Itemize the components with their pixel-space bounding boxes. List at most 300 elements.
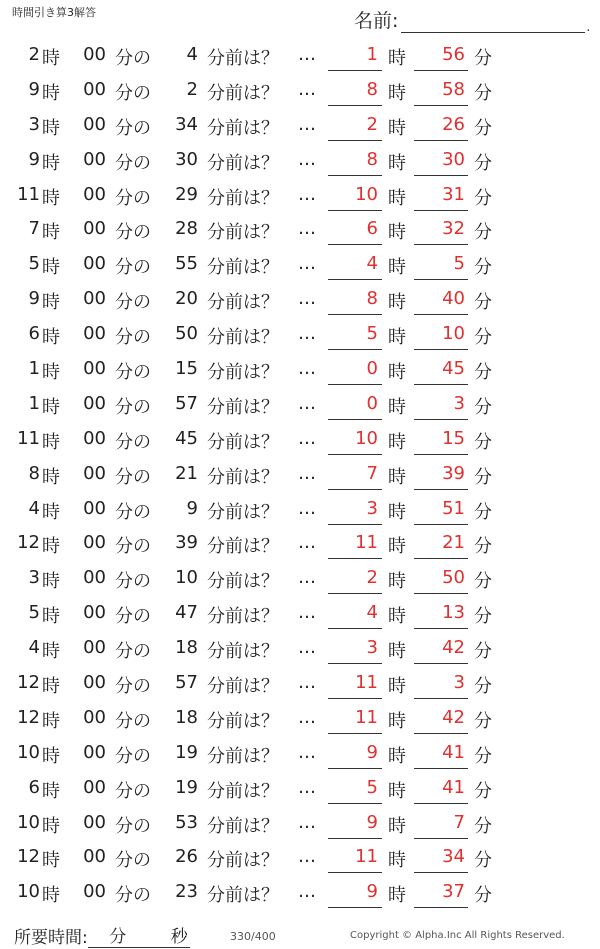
- answer-minute-underline: [414, 733, 468, 734]
- minute-of-label: 分の: [115, 117, 151, 139]
- answer-hour-unit: 時: [388, 327, 406, 349]
- hour-unit: 時: [42, 815, 60, 837]
- name-end-dot: .: [586, 20, 591, 34]
- answer-hour: 11: [355, 672, 378, 694]
- question-minute: 00: [83, 706, 106, 728]
- hour-unit: 時: [42, 257, 60, 279]
- answer-minute-underline: [414, 558, 468, 559]
- ellipsis: …: [298, 427, 316, 449]
- question-row: [0, 807, 600, 842]
- ellipsis: …: [298, 113, 316, 135]
- question-hour: 10: [17, 881, 40, 903]
- answer-hour-unit: 時: [388, 676, 406, 698]
- ellipsis: …: [298, 392, 316, 414]
- hour-unit: 時: [42, 396, 60, 418]
- question-minute: 00: [83, 497, 106, 519]
- answer-minute-unit: 分: [474, 780, 492, 802]
- question-minute: 00: [83, 532, 106, 554]
- question-minute: 00: [83, 741, 106, 763]
- minute-of-label: 分の: [115, 710, 151, 732]
- answer-hour-unit: 時: [388, 815, 406, 837]
- question-hour: 7: [28, 218, 40, 240]
- ellipsis: …: [298, 706, 316, 728]
- answer-minute-underline: [414, 872, 468, 873]
- minute-of-label: 分の: [115, 815, 151, 837]
- minutes-before-question: 分前は？: [207, 501, 279, 523]
- answer-hour-unit: 時: [388, 82, 406, 104]
- answer-minute-underline: [414, 907, 468, 908]
- question-row: [0, 527, 600, 562]
- answer-minute-unit: 分: [474, 466, 492, 488]
- minutes-blank: [88, 922, 148, 948]
- answer-minute: 21: [442, 532, 465, 554]
- answer-minute-underline: [414, 419, 468, 420]
- question-hour: 10: [17, 741, 40, 763]
- question-row: [0, 318, 600, 353]
- minute-of-label: 分の: [115, 501, 151, 523]
- answer-minute-unit: 分: [474, 152, 492, 174]
- answer-minute: 42: [442, 706, 465, 728]
- minute-of-label: 分の: [115, 780, 151, 802]
- hour-unit: 時: [42, 82, 60, 104]
- hour-unit: 時: [42, 780, 60, 802]
- question-hour: 6: [28, 776, 40, 798]
- minutes-before: 47: [175, 602, 198, 624]
- answer-hour-underline: [328, 140, 382, 141]
- minute-of-label: 分の: [115, 641, 151, 663]
- worksheet-title: 時間引き算3解答: [12, 6, 96, 19]
- ellipsis: …: [298, 78, 316, 100]
- minutes-before: 10: [175, 567, 198, 589]
- minutes-before: 2: [186, 78, 198, 100]
- answer-minute: 41: [442, 741, 465, 763]
- answer-hour-unit: 時: [388, 780, 406, 802]
- question-minute: 00: [83, 218, 106, 240]
- answer-hour-unit: 時: [388, 466, 406, 488]
- answer-hour-underline: [328, 384, 382, 385]
- question-row: [0, 702, 600, 737]
- minutes-before-question: 分前は？: [207, 222, 279, 244]
- question-row: [0, 667, 600, 702]
- minutes-before-question: 分前は？: [207, 815, 279, 837]
- question-row: [0, 144, 600, 179]
- question-minute: 00: [83, 672, 106, 694]
- question-row: [0, 562, 600, 597]
- question-minute: 00: [83, 567, 106, 589]
- answer-minute-unit: 分: [474, 396, 492, 418]
- ellipsis: …: [298, 672, 316, 694]
- question-hour: 8: [28, 462, 40, 484]
- question-hour: 1: [28, 392, 40, 414]
- ellipsis: …: [298, 148, 316, 170]
- minutes-before-question: 分前は？: [207, 780, 279, 802]
- answer-minute-underline: [414, 244, 468, 245]
- minutes-before: 57: [175, 672, 198, 694]
- minutes-before-question: 分前は？: [207, 187, 279, 209]
- minutes-before: 23: [175, 881, 198, 903]
- minute-of-label: 分の: [115, 292, 151, 314]
- minutes-before-question: 分前は？: [207, 885, 279, 907]
- answer-minute-unit: 分: [474, 745, 492, 767]
- answer-minute-unit: 分: [474, 292, 492, 314]
- hour-unit: 時: [42, 362, 60, 384]
- question-minute: 00: [83, 358, 106, 380]
- minute-of-label: 分の: [115, 327, 151, 349]
- answer-hour-unit: 時: [388, 606, 406, 628]
- question-row: [0, 388, 600, 423]
- answer-minute-underline: [414, 838, 468, 839]
- answer-hour: 5: [366, 776, 378, 798]
- hour-unit: 時: [42, 536, 60, 558]
- question-hour: 9: [28, 78, 40, 100]
- ellipsis: …: [298, 741, 316, 763]
- minute-of-label: 分の: [115, 466, 151, 488]
- answer-hour: 1: [366, 44, 378, 65]
- answer-minute-underline: [414, 175, 468, 176]
- answer-hour-underline: [328, 524, 382, 525]
- minutes-before: 55: [175, 253, 198, 275]
- answer-minute-underline: [414, 489, 468, 490]
- question-minute: 00: [83, 288, 106, 310]
- answer-hour: 5: [366, 323, 378, 345]
- question-minute: 00: [83, 183, 106, 205]
- answer-hour: 8: [366, 78, 378, 100]
- answer-hour: 9: [366, 811, 378, 833]
- answer-hour: 11: [355, 706, 378, 728]
- question-hour: 5: [28, 253, 40, 275]
- answer-hour-underline: [328, 558, 382, 559]
- answer-minute-unit: 分: [474, 641, 492, 663]
- question-row: [0, 283, 600, 318]
- question-hour: 11: [17, 427, 40, 449]
- minutes-before-question: 分前は？: [207, 257, 279, 279]
- name-area: [354, 6, 590, 33]
- answer-hour-underline: [328, 419, 382, 420]
- minute-of-label: 分の: [115, 745, 151, 767]
- minute-of-label: 分の: [115, 431, 151, 453]
- answer-minute-unit: 分: [474, 571, 492, 593]
- required-time: [14, 922, 190, 948]
- minutes-before: 18: [175, 637, 198, 659]
- ellipsis: …: [298, 637, 316, 659]
- hour-unit: 時: [42, 641, 60, 663]
- hour-unit: 時: [42, 606, 60, 628]
- answer-minute-underline: [414, 279, 468, 280]
- answer-hour-underline: [328, 349, 382, 350]
- minutes-before-question: 分前は？: [207, 606, 279, 628]
- answer-minute: 10: [442, 323, 465, 345]
- hour-unit: 時: [42, 152, 60, 174]
- question-minute: 00: [83, 253, 106, 275]
- minutes-before: 39: [175, 532, 198, 554]
- name-label: 名前:: [354, 10, 399, 32]
- question-hour: 5: [28, 602, 40, 624]
- minutes-before: 53: [175, 811, 198, 833]
- answer-minute-underline: [414, 698, 468, 699]
- ellipsis: …: [298, 183, 316, 205]
- answer-minute-underline: [414, 314, 468, 315]
- minutes-before: 29: [175, 183, 198, 205]
- minute-of-label: 分の: [115, 82, 151, 104]
- question-row: [0, 493, 600, 528]
- answer-hour-unit: 時: [388, 117, 406, 139]
- answer-minute: 32: [442, 218, 465, 240]
- question-minute: 00: [83, 776, 106, 798]
- question-hour: 12: [17, 672, 40, 694]
- question-minute: 00: [83, 323, 106, 345]
- answer-minute-underline: [414, 70, 468, 71]
- answer-minute: 56: [442, 44, 465, 65]
- minutes-before: 26: [175, 846, 198, 868]
- minute-of-label: 分の: [115, 222, 151, 244]
- minute-of-label: 分の: [115, 187, 151, 209]
- minutes-before-question: 分前は？: [207, 850, 279, 872]
- answer-minute-underline: [414, 524, 468, 525]
- answer-hour: 8: [366, 148, 378, 170]
- answer-hour-unit: 時: [388, 571, 406, 593]
- answer-hour: 7: [366, 462, 378, 484]
- question-hour: 11: [17, 183, 40, 205]
- ellipsis: …: [298, 358, 316, 380]
- answer-minute: 45: [442, 358, 465, 380]
- question-row: [0, 74, 600, 109]
- answer-minute-unit: 分: [474, 676, 492, 698]
- answer-minute: 30: [442, 148, 465, 170]
- answer-minute: 3: [453, 392, 465, 414]
- hour-unit: 時: [42, 710, 60, 732]
- question-row: [0, 179, 600, 214]
- answer-hour-underline: [328, 70, 382, 71]
- minutes-before-question: 分前は？: [207, 152, 279, 174]
- hour-unit: 時: [42, 501, 60, 523]
- question-hour: 3: [28, 567, 40, 589]
- name-blank-line: [401, 12, 585, 33]
- answer-minute-unit: 分: [474, 815, 492, 837]
- answer-hour-unit: 時: [388, 48, 406, 69]
- question-list: [0, 39, 600, 911]
- answer-minute-underline: [414, 140, 468, 141]
- answer-minute: 3: [453, 672, 465, 694]
- minute-of-label: 分の: [115, 571, 151, 593]
- required-time-label: 所要時間:: [14, 928, 88, 948]
- answer-hour-unit: 時: [388, 187, 406, 209]
- seconds-blank: [148, 922, 190, 948]
- minute-of-label: 分の: [115, 885, 151, 907]
- question-minute: 00: [83, 462, 106, 484]
- answer-hour-unit: 時: [388, 152, 406, 174]
- answer-hour: 10: [355, 183, 378, 205]
- answer-hour-underline: [328, 210, 382, 211]
- answer-hour-unit: 時: [388, 431, 406, 453]
- answer-minute: 13: [442, 602, 465, 624]
- minutes-before: 34: [175, 113, 198, 135]
- question-hour: 4: [28, 497, 40, 519]
- minutes-before-question: 分前は？: [207, 745, 279, 767]
- answer-hour: 2: [366, 113, 378, 135]
- answer-hour: 4: [366, 602, 378, 624]
- question-minute: 00: [83, 811, 106, 833]
- question-minute: 00: [83, 148, 106, 170]
- minutes-before-question: 分前は？: [207, 536, 279, 558]
- answer-hour-underline: [328, 314, 382, 315]
- minutes-before-question: 分前は？: [207, 676, 279, 698]
- question-row: [0, 109, 600, 144]
- answer-minute-unit: 分: [474, 222, 492, 244]
- hour-unit: 時: [42, 571, 60, 593]
- question-hour: 4: [28, 637, 40, 659]
- answer-minute: 31: [442, 183, 465, 205]
- answer-hour-underline: [328, 872, 382, 873]
- answer-hour-unit: 時: [388, 745, 406, 767]
- question-hour: 10: [17, 811, 40, 833]
- answer-minute: 40: [442, 288, 465, 310]
- answer-minute-underline: [414, 663, 468, 664]
- question-row: [0, 632, 600, 667]
- page-number: 330/400: [230, 930, 276, 943]
- question-row: [0, 248, 600, 283]
- minutes-before-question: 分前は？: [207, 362, 279, 384]
- minutes-before-question: 分前は？: [207, 431, 279, 453]
- minutes-before-question: 分前は？: [207, 117, 279, 139]
- question-row: [0, 876, 600, 911]
- answer-minute-unit: 分: [474, 48, 492, 69]
- answer-minute-unit: 分: [474, 606, 492, 628]
- answer-minute-underline: [414, 593, 468, 594]
- answer-hour-underline: [328, 489, 382, 490]
- answer-hour: 3: [366, 497, 378, 519]
- minute-of-label: 分の: [115, 396, 151, 418]
- answer-minute-underline: [414, 628, 468, 629]
- minute-of-label: 分の: [115, 152, 151, 174]
- answer-hour-underline: [328, 698, 382, 699]
- ellipsis: …: [298, 288, 316, 310]
- answer-minute-underline: [414, 210, 468, 211]
- ellipsis: …: [298, 323, 316, 345]
- question-hour: 12: [17, 532, 40, 554]
- question-minute: 00: [83, 427, 106, 449]
- question-row: [0, 841, 600, 876]
- answer-hour-unit: 時: [388, 850, 406, 872]
- answer-minute-unit: 分: [474, 885, 492, 907]
- answer-hour-underline: [328, 279, 382, 280]
- answer-minute: 34: [442, 846, 465, 868]
- answer-hour-underline: [328, 907, 382, 908]
- minute-of-label: 分の: [115, 257, 151, 279]
- answer-minute-underline: [414, 349, 468, 350]
- answer-hour-underline: [328, 628, 382, 629]
- minutes-before: 30: [175, 148, 198, 170]
- minutes-before-question: 分前は？: [207, 327, 279, 349]
- minutes-before-question: 分前は？: [207, 82, 279, 104]
- minute-of-label: 分の: [115, 48, 151, 69]
- answer-minute-unit: 分: [474, 117, 492, 139]
- minutes-before-question: 分前は？: [207, 48, 279, 69]
- answer-minute-unit: 分: [474, 850, 492, 872]
- answer-minute: 26: [442, 113, 465, 135]
- answer-minute: 42: [442, 637, 465, 659]
- answer-minute-unit: 分: [474, 710, 492, 732]
- question-row: [0, 772, 600, 807]
- ellipsis: …: [298, 462, 316, 484]
- minutes-before: 21: [175, 462, 198, 484]
- ellipsis: …: [298, 44, 316, 65]
- question-minute: 00: [83, 78, 106, 100]
- answer-hour-underline: [328, 454, 382, 455]
- minute-of-label: 分の: [115, 676, 151, 698]
- answer-hour-underline: [328, 105, 382, 106]
- minutes-unit: 分: [109, 927, 127, 947]
- answer-hour-unit: 時: [388, 536, 406, 558]
- minutes-before: 57: [175, 392, 198, 414]
- answer-minute: 51: [442, 497, 465, 519]
- answer-hour-unit: 時: [388, 257, 406, 279]
- minutes-before: 15: [175, 358, 198, 380]
- answer-minute: 15: [442, 427, 465, 449]
- ellipsis: …: [298, 811, 316, 833]
- hour-unit: 時: [42, 187, 60, 209]
- answer-hour-unit: 時: [388, 396, 406, 418]
- answer-minute-unit: 分: [474, 431, 492, 453]
- hour-unit: 時: [42, 676, 60, 698]
- answer-minute-underline: [414, 384, 468, 385]
- minutes-before-question: 分前は？: [207, 292, 279, 314]
- answer-minute-unit: 分: [474, 187, 492, 209]
- answer-hour-underline: [328, 175, 382, 176]
- answer-hour-unit: 時: [388, 641, 406, 663]
- ellipsis: …: [298, 846, 316, 868]
- question-row: [0, 737, 600, 772]
- ellipsis: …: [298, 776, 316, 798]
- question-hour: 9: [28, 148, 40, 170]
- minutes-before-question: 分前は？: [207, 396, 279, 418]
- minutes-before: 18: [175, 706, 198, 728]
- answer-minute-unit: 分: [474, 501, 492, 523]
- answer-hour: 4: [366, 253, 378, 275]
- answer-hour: 11: [355, 846, 378, 868]
- question-hour: 1: [28, 358, 40, 380]
- answer-hour: 8: [366, 288, 378, 310]
- question-minute: 00: [83, 637, 106, 659]
- answer-hour-unit: 時: [388, 222, 406, 244]
- ellipsis: …: [298, 567, 316, 589]
- answer-hour-underline: [328, 733, 382, 734]
- answer-minute: 39: [442, 462, 465, 484]
- hour-unit: 時: [42, 466, 60, 488]
- minutes-before: 19: [175, 776, 198, 798]
- answer-minute: 41: [442, 776, 465, 798]
- question-minute: 00: [83, 113, 106, 135]
- answer-hour: 2: [366, 567, 378, 589]
- answer-hour-underline: [328, 593, 382, 594]
- answer-hour-unit: 時: [388, 885, 406, 907]
- minute-of-label: 分の: [115, 536, 151, 558]
- hour-unit: 時: [42, 327, 60, 349]
- answer-hour: 10: [355, 427, 378, 449]
- answer-minute-unit: 分: [474, 82, 492, 104]
- answer-hour-unit: 時: [388, 501, 406, 523]
- answer-hour-unit: 時: [388, 362, 406, 384]
- minutes-before: 45: [175, 427, 198, 449]
- question-hour: 9: [28, 288, 40, 310]
- answer-minute-unit: 分: [474, 536, 492, 558]
- question-row: [0, 597, 600, 632]
- question-row: [0, 213, 600, 248]
- ellipsis: …: [298, 253, 316, 275]
- answer-minute-unit: 分: [474, 257, 492, 279]
- ellipsis: …: [298, 497, 316, 519]
- answer-hour-unit: 時: [388, 292, 406, 314]
- minutes-before: 20: [175, 288, 198, 310]
